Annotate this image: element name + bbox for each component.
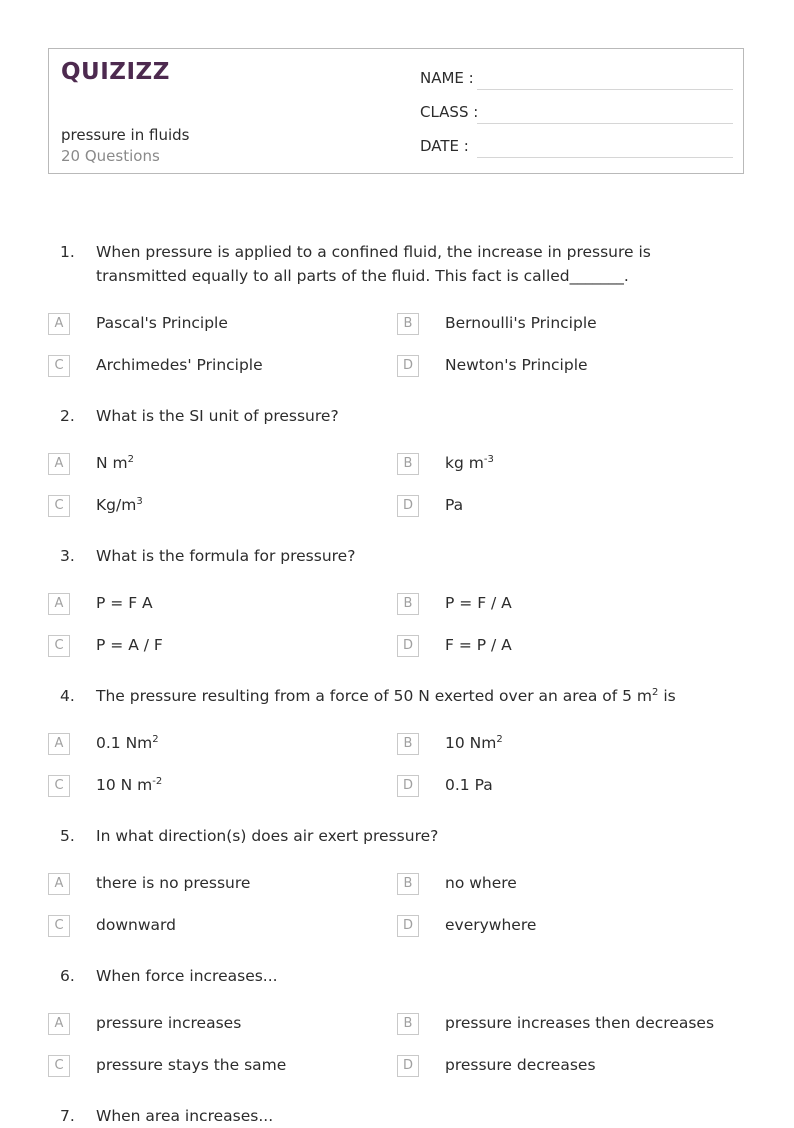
option-letter-box: C: [48, 1055, 70, 1077]
option-letter-box: D: [397, 355, 419, 377]
option-text: there is no pressure: [96, 874, 251, 892]
option-text: 10 N $m^{-2}$: [96, 776, 163, 794]
date-label: DATE :: [420, 137, 469, 155]
option-letter-box: C: [48, 915, 70, 937]
option-letter-box: D: [397, 915, 419, 937]
option-text: Newton's Principle: [445, 356, 588, 374]
option-text: downward: [96, 916, 176, 934]
option-letter-box: B: [397, 453, 419, 475]
class-label: CLASS :: [420, 103, 479, 121]
question-text: What is the SI unit of pressure?: [96, 407, 339, 425]
option-text: Bernoulli's Principle: [445, 314, 597, 332]
option-letter-box: C: [48, 355, 70, 377]
option-text: kg $m^{-3}$: [445, 454, 494, 472]
worksheet-title: pressure in fluids: [61, 126, 190, 144]
option-letter-box: D: [397, 495, 419, 517]
option-letter-box: D: [397, 1055, 419, 1077]
option-letter-box: A: [48, 453, 70, 475]
question-number: 1.: [60, 243, 75, 261]
option-text: P = F A: [96, 594, 153, 612]
question-text: In what direction(s) does air exert pressure?: [96, 827, 439, 845]
option-letter-box: D: [397, 635, 419, 657]
question-number: 6.: [60, 967, 75, 985]
question-number: 5.: [60, 827, 75, 845]
question-text: When force increases...: [96, 967, 278, 985]
question-text: The pressure resulting from a force of 50 N exerted over an area of 5 $m^2$ is: [96, 687, 676, 705]
option-letter-box: A: [48, 313, 70, 335]
option-text: Pascal's Principle: [96, 314, 228, 332]
class-line: [477, 123, 733, 124]
question-number: 2.: [60, 407, 75, 425]
option-text: Pa: [445, 496, 464, 514]
option-letter-box: B: [397, 593, 419, 615]
option-letter-box: C: [48, 775, 70, 797]
option-text: pressure increases then decreases: [445, 1014, 715, 1032]
option-letter-box: B: [397, 733, 419, 755]
option-text: 10 Nm$^2$: [445, 734, 503, 752]
option-letter-box: C: [48, 635, 70, 657]
question-number: 4.: [60, 687, 75, 705]
option-text: P = A / F: [96, 636, 163, 654]
option-text: N $m^2$: [96, 454, 134, 472]
date-line: [477, 157, 733, 158]
option-letter-box: D: [397, 775, 419, 797]
option-letter-box: A: [48, 1013, 70, 1035]
option-text: everywhere: [445, 916, 537, 934]
option-text: Archimedes' Principle: [96, 356, 263, 374]
name-line: [477, 89, 733, 90]
option-letter-box: A: [48, 593, 70, 615]
question-text: What is the formula for pressure?: [96, 547, 356, 565]
option-letter-box: B: [397, 313, 419, 335]
worksheet-header: [48, 48, 744, 174]
option-text: pressure increases: [96, 1014, 242, 1032]
option-text: 0.1 Nm$^2$: [96, 734, 159, 752]
question-count: 20 Questions: [61, 147, 160, 165]
option-letter-box: B: [397, 873, 419, 895]
question-text: When pressure is applied to a confined fluid, the increase in pressure is transmitted equally to all parts of the fluid. This fact is called_______.: [96, 243, 651, 285]
option-text: P = F / A: [445, 594, 512, 612]
question-number: 3.: [60, 547, 75, 565]
question-number: 7.: [60, 1107, 75, 1125]
option-text: pressure stays the same: [96, 1056, 287, 1074]
name-label: NAME :: [420, 69, 474, 87]
option-text: no where: [445, 874, 517, 892]
option-letter-box: B: [397, 1013, 419, 1035]
quizizz-logo: QUIZIZZ: [61, 59, 170, 85]
option-text: pressure decreases: [445, 1056, 596, 1074]
option-letter-box: A: [48, 733, 70, 755]
option-text: 0.1 Pa: [445, 776, 493, 794]
option-letter-box: A: [48, 873, 70, 895]
option-text: $Kg/m^3$: [96, 496, 143, 514]
option-letter-box: C: [48, 495, 70, 517]
question-text: When area increases...: [96, 1107, 274, 1125]
option-text: F = P / A: [445, 636, 512, 654]
